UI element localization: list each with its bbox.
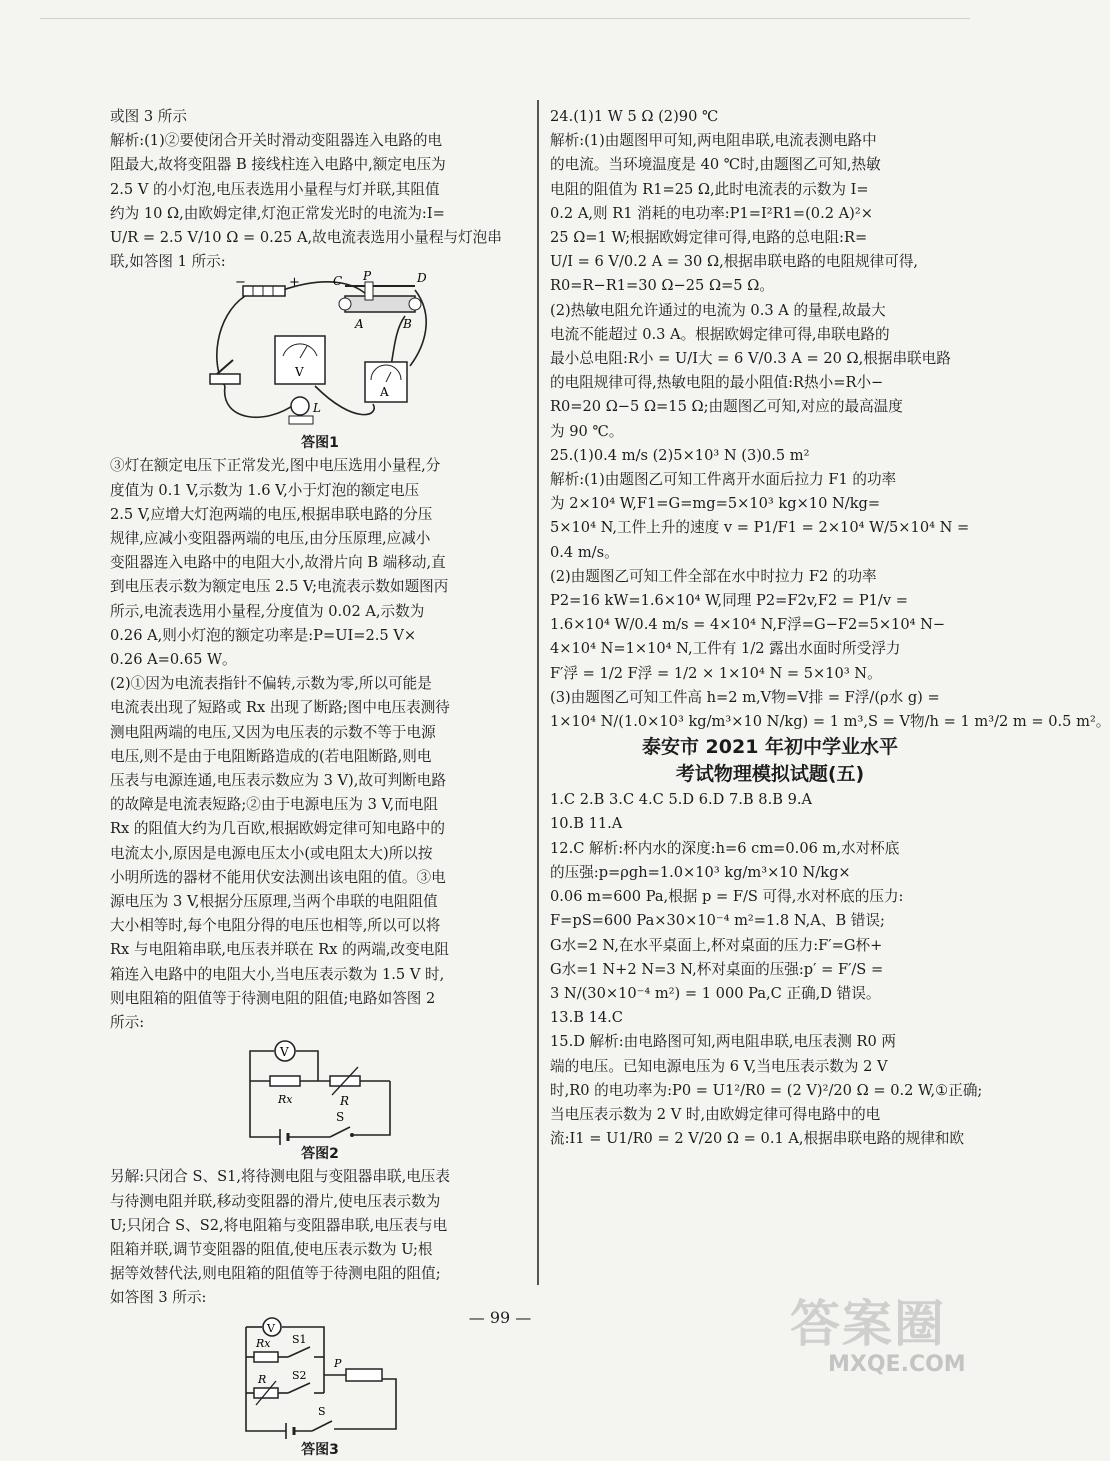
text-line: 24.(1)1 W 5 Ω (2)90 ℃ — [550, 108, 719, 125]
watermark-url: MXQE.COM — [828, 1352, 966, 1377]
resistor-rx-icon — [254, 1352, 278, 1362]
label-s: S — [318, 1404, 326, 1418]
circuit-diagram-1 — [205, 269, 445, 434]
text-line: 规律,应减小变阻器两端的电压,由分压原理,应减小 — [110, 530, 431, 548]
text-line: 电阻的阻值为 R1=25 Ω,此时电流表的示数为 I= — [550, 180, 869, 198]
text-line: 13.B 14.C — [550, 1009, 623, 1027]
resistor-rx-icon — [270, 1076, 300, 1086]
text-line: 到电压表示数为额定电压 2.5 V;电流表示数如题图丙 — [110, 578, 449, 596]
switch-s-icon — [312, 1421, 332, 1431]
label-p: P — [363, 269, 372, 284]
text-line: 电压,则不是由于电阻断路造成的(若电阻断路,则电 — [110, 747, 432, 765]
text-line: U/I = 6 V/0.2 A = 30 Ω,根据串联电路的电阻规律可得, — [550, 253, 919, 271]
label-r: R — [258, 1372, 267, 1386]
circuit-diagram-3 — [236, 1313, 416, 1441]
text-line: U/R = 2.5 V/10 Ω = 0.25 A,故电流表选用小量程与灯泡串 — [110, 229, 502, 247]
label-s2: S2 — [292, 1368, 307, 1382]
text-line: G水=2 N,在水平桌面上,杯对桌面的压力:F′=G杯+ — [550, 936, 883, 954]
text-line: 电流不能超过 0.3 A。根据欧姆定律可得,串联电路的 — [550, 325, 890, 343]
label-rx: Rx — [256, 1336, 271, 1350]
label-ammeter: A — [380, 385, 389, 400]
text-line: 25.(1)0.4 m/s (2)5×10³ N (3)0.5 m² — [550, 446, 810, 464]
label-v: V — [267, 1321, 275, 1335]
text-line: R0=R−R1=30 Ω−25 Ω=5 Ω。 — [550, 277, 774, 295]
text-line: 1.6×10⁴ W/0.4 m/s = 4×10⁴ N,F浮=G−F2=5×10⁴ N− — [550, 616, 946, 634]
page-number: — 99 — — [468, 1308, 532, 1327]
text-line: 的电流。当环境温度是 40 ℃时,由题图乙可知,热敏 — [550, 156, 881, 174]
label-d: D — [417, 271, 427, 286]
rheostat-icon — [346, 1369, 382, 1381]
text-line: 测电阻两端的电压,又因为电压表的示数不等于电源 — [110, 723, 436, 741]
label-l: L — [313, 401, 321, 416]
text-line: 时,R0 的电功率为:P0 = U1²/R0 = (2 V)²/20 Ω = 0.2 W,①正确; — [550, 1081, 983, 1099]
label-s: S — [336, 1110, 345, 1125]
watermark-logo — [790, 1295, 995, 1383]
text-line: ③灯在额定电压下正常发光,图中电压选用小量程,分 — [110, 457, 441, 475]
text-line: 5×10⁴ N,工件上升的速度 v = P1/F1 = 2×10⁴ W/5×10⁴ N = — [550, 519, 970, 537]
text-line: 3 N/(30×10⁻⁴ m²) = 1 000 Pa,C 正确,D 错误。 — [550, 984, 881, 1002]
switch-s1-icon — [288, 1347, 310, 1357]
text-line: (2)①因为电流表指针不偏转,示数为零,所以可能是 — [110, 675, 432, 693]
text-line: 大小相等时,每个电阻分得的电压也相等,所以可以将 — [110, 917, 441, 935]
text-line: 当电压表示数为 2 V 时,由欧姆定律可得电路中的电 — [550, 1105, 881, 1123]
text-line: 小明所选的器材不能用伏安法测出该电阻的值。③电 — [110, 868, 446, 886]
column-divider — [537, 100, 539, 1285]
text-line: 10.B 11.A — [550, 815, 623, 833]
text-line: 15.D 解析:由电路图可知,两电阻串联,电压表测 R0 两 — [550, 1033, 896, 1051]
right-column — [550, 105, 1110, 1151]
figure-3-caption: 答图3 — [301, 1441, 339, 1458]
text-line: 解析:(1)由题图甲可知,两电阻串联,电流表测电路中 — [550, 132, 877, 150]
text-line: (2)热敏电阻允许通过的电流为 0.3 A 的量程,故最大 — [550, 301, 886, 319]
figure-1-caption: 答图1 — [301, 435, 339, 452]
text-line: 4×10⁴ N=1×10⁴ N,工件有 1/2 露出水面时所受浮力 — [550, 640, 901, 658]
text-line: 25 Ω=1 W;根据欧姆定律可得,电路的总电阻:R= — [550, 229, 868, 247]
figure-3 — [110, 1313, 530, 1459]
switch-icon — [210, 374, 240, 384]
text-line: Rx 与电阻箱串联,电压表并联在 Rx 的两端,改变电阻 — [110, 941, 449, 959]
text-line: 解析:(1)由题图乙可知工件离开水面后拉力 F1 的功率 — [550, 471, 897, 489]
text-line: 0.4 m/s。 — [550, 543, 619, 561]
text-line: G水=1 N+2 N=3 N,杯对桌面的压强:p′ = F′/S = — [550, 960, 884, 978]
text-line: (3)由题图乙可知工件高 h=2 m,V物=V排 = F浮/(ρ水 g) = — [550, 688, 940, 706]
label-r: R — [340, 1094, 350, 1109]
text-line: (2)由题图乙可知工件全部在水中时拉力 F2 的功率 — [550, 567, 877, 585]
lamp-icon — [291, 397, 309, 415]
label-p: P — [334, 1356, 342, 1370]
text-line: 1×10⁴ N/(1.0×10³ kg/m³×10 N/kg) = 1 m³,S = V物/h = 1 m³/2 m = 0.5 m²。 — [550, 713, 1110, 731]
text-line: 1.C 2.B 3.C 4.C 5.D 6.D 7.B 8.B 9.A — [550, 791, 813, 809]
switch-s2-icon — [288, 1383, 310, 1393]
text-line: 的电阻规律可得,热敏电阻的最小阻值:R热小=R小− — [550, 374, 884, 392]
figure-2-caption: 答图2 — [301, 1146, 339, 1163]
text-line: 箱连入电路中的电阻大小,当电压表示数为 1.5 V 时, — [110, 965, 445, 983]
plus-label: + — [289, 275, 300, 291]
label-v: V — [295, 365, 304, 380]
rheostat-icon — [345, 296, 415, 312]
left-column — [110, 105, 530, 1461]
text-line: 度值为 0.1 V,示数为 1.6 V,小于灯泡的额定电压 — [110, 481, 420, 499]
text-line: 0.26 A=0.65 W。 — [110, 651, 237, 669]
switch-icon — [330, 1127, 350, 1137]
label-b: B — [403, 317, 412, 332]
text-line: 如答图 3 所示: — [110, 1289, 207, 1307]
text-line: 0.2 A,则 R1 消耗的电功率:P1=I²R1=(0.2 A)²× — [550, 204, 873, 222]
text-line: 为 2×10⁴ W,F1=G=mg=5×10³ kg×10 N/kg= — [550, 495, 881, 513]
top-border-line — [40, 18, 970, 19]
text-line: 端的电压。已知电源电压为 6 V,当电压表示数为 2 V — [550, 1057, 888, 1075]
text-line: 最小总电阻:R小 = U/I大 = 6 V/0.3 A = 20 Ω,根据串联电路 — [550, 350, 951, 368]
text-line: P2=16 kW=1.6×10⁴ W,同理 P2=F2v,F2 = P1/v = — [550, 592, 908, 610]
figure-1 — [110, 269, 530, 452]
text-line: 或图 3 所示 — [110, 108, 187, 125]
text-line: R0=20 Ω−5 Ω=15 Ω;由题图乙可知,对应的最高温度 — [550, 398, 903, 416]
label-s1: S1 — [292, 1332, 307, 1346]
text-line: 2.5 V,应增大灯泡两端的电压,根据串联电路的分压 — [110, 505, 433, 523]
text-line: 约为 10 Ω,由欧姆定律,灯泡正常发光时的电流为:I= — [110, 204, 445, 222]
text-line: 源电压为 3 V,根据分压原理,当两个串联的电阻阻值 — [110, 893, 438, 911]
text-line: 为 90 ℃。 — [550, 422, 624, 440]
text-line: U;只闭合 S、S2,将电阻箱与变阻器串联,电压表与电 — [110, 1216, 448, 1234]
text-line: 所示: — [110, 1014, 145, 1032]
label-rx: Rx — [278, 1093, 293, 1107]
label-a: A — [355, 317, 364, 332]
text-line: 的压强:p=ρgh=1.0×10³ kg/m³×10 N/kg× — [550, 863, 851, 881]
text-line: 12.C 解析:杯内水的深度:h=6 cm=0.06 m,水对杯底 — [550, 839, 900, 857]
text-line: 流:I1 = U1/R0 = 2 V/20 Ω = 0.1 A,根据串联电路的规律和欧 — [550, 1130, 965, 1148]
text-line: F=pS=600 Pa×30×10⁻⁴ m²=1.8 N,A、B 错误; — [550, 912, 885, 930]
text-line: 0.06 m=600 Pa,根据 p = F/S 可得,水对杯底的压力: — [550, 888, 904, 906]
text-line: 2.5 V 的小灯泡,电压表选用小量程与灯并联,其阻值 — [110, 180, 440, 198]
text-line: Rx 的阻值大约为几百欧,根据欧姆定律可知电路中的 — [110, 820, 445, 838]
text-line: 压表与电源连通,电压表示数应为 3 V),故可判断电路 — [110, 772, 446, 790]
text-line: 所示,电流表选用小量程,分度值为 0.02 A,示数为 — [110, 602, 425, 620]
minus-label: − — [235, 275, 246, 291]
text-line: 0.26 A,则小灯泡的额定功率是:P=UI=2.5 V× — [110, 626, 417, 644]
circuit-diagram-2 — [240, 1037, 400, 1145]
battery-icon — [243, 286, 285, 296]
text-line: 解析:(1)②要使闭合开关时滑动变阻器连入电路的电 — [110, 132, 443, 150]
text-line: 则电阻箱的阻值等于待测电阻的阻值;电路如答图 2 — [110, 989, 436, 1007]
text-line: 据等效替代法,则电阻箱的阻值等于待测电阻的阻值; — [110, 1265, 441, 1283]
text-line: F′浮 = 1/2 F浮 = 1/2 × 1×10⁴ N = 5×10³ N。 — [550, 664, 882, 682]
text-line: 联,如答图 1 所示: — [110, 253, 226, 271]
text-line: 变阻器连入电路中的电阻大小,故滑片向 B 端移动,直 — [110, 554, 446, 572]
text-line: 电流太小,原因是电源电压太小(或电阻太大)所以按 — [110, 844, 433, 862]
label-c: C — [333, 274, 343, 289]
section-heading-line-1: 泰安市 2021 年初中学业水平 — [641, 736, 899, 759]
text-line: 与待测电阻并联,移动变阻器的滑片,使电压表示数为 — [110, 1192, 441, 1210]
label-v: V — [280, 1045, 289, 1060]
watermark-text: 答案圈 — [790, 1295, 946, 1353]
text-line: 阻箱并联,调节变阻器的阻值,使电压表示数为 U;根 — [110, 1240, 433, 1258]
text-line: 阻最大,故将变阻器 B 接线柱连入电路中,额定电压为 — [110, 156, 446, 174]
figure-2 — [110, 1037, 530, 1163]
section-heading-line-2: 考试物理模拟试题(五) — [675, 763, 865, 786]
text-line: 的故障是电流表短路;②由于电源电压为 3 V,而电阻 — [110, 796, 438, 814]
text-line: 电流表出现了短路或 Rx 出现了断路;图中电压表测待 — [110, 699, 450, 717]
text-line: 另解:只闭合 S、S1,将待测电阻与变阻器串联,电压表 — [110, 1168, 450, 1186]
